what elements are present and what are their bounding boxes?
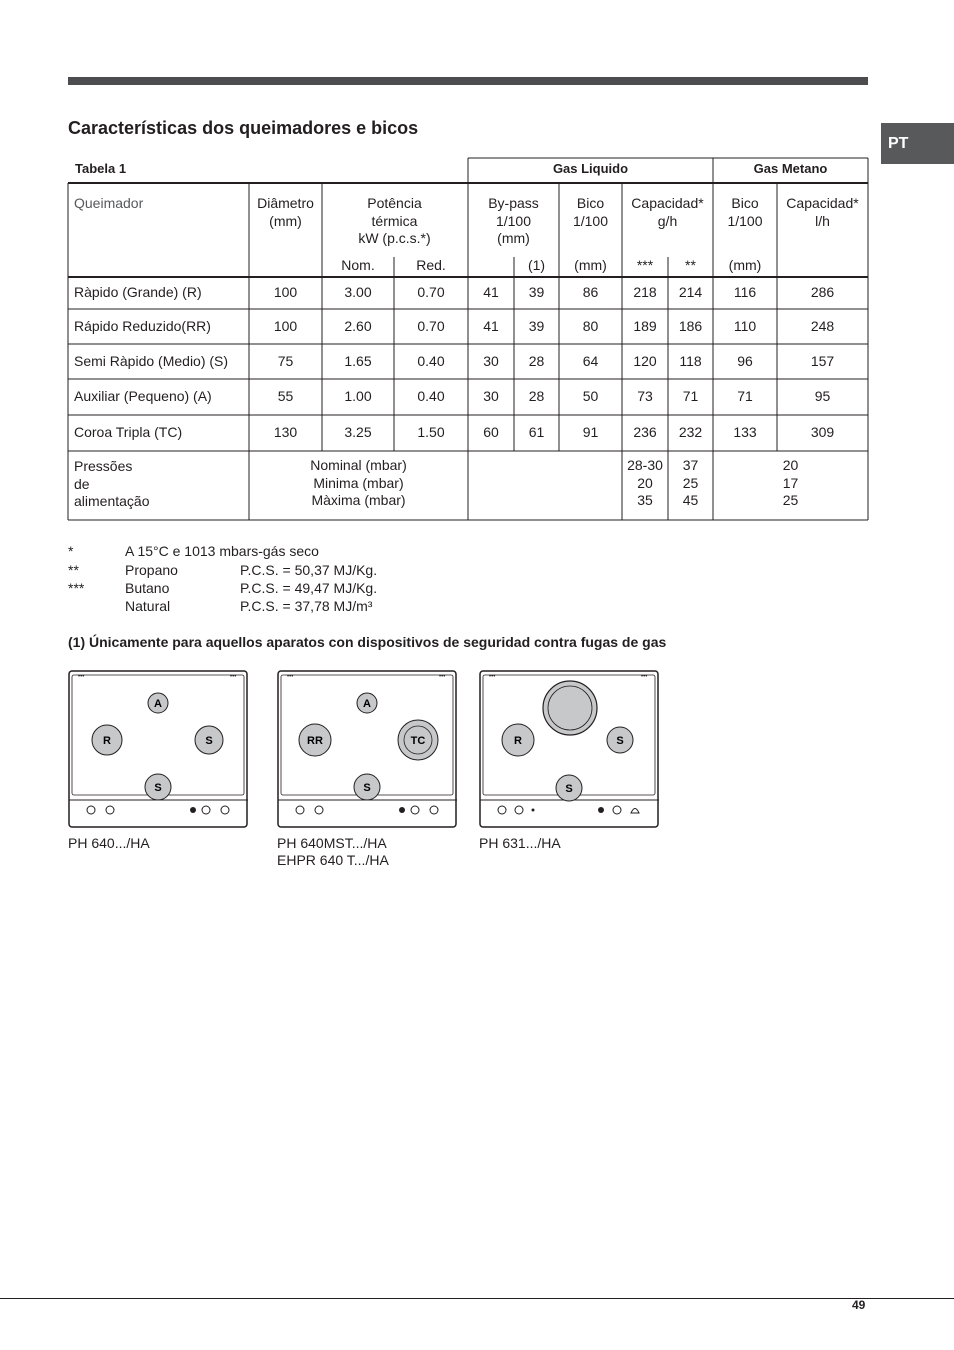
header-bico-metano-unit: (mm) <box>728 257 762 273</box>
header-diametro: Diâmetro (mm) <box>257 195 314 229</box>
header-bypass: By-pass 1/100 (mm) <box>488 195 539 246</box>
pressure-butano: 28-30 20 35 <box>627 457 663 508</box>
table-cell: 133 <box>733 424 757 441</box>
table-cell: 55 <box>277 388 294 405</box>
table-cell: 3.00 <box>344 284 372 301</box>
table-cell: 2.60 <box>344 317 372 334</box>
burner-label: S <box>154 782 162 794</box>
table-cell: 91 <box>582 424 599 441</box>
hob-diagram-ph640mst <box>277 670 458 828</box>
table-cell: 73 <box>637 388 653 405</box>
header-cap-propano: ** <box>685 257 696 273</box>
svg-text:•••: ••• <box>641 674 648 680</box>
table-cell: 95 <box>814 388 831 405</box>
header-red: Red. <box>416 257 446 273</box>
table-cell: 71 <box>682 388 699 405</box>
table-cell: 60 <box>483 424 499 441</box>
language-tab: PT <box>881 123 954 164</box>
footnote-text: Natural <box>125 598 171 614</box>
burner-label: S <box>565 783 573 795</box>
svg-text:•••: ••• <box>78 674 85 680</box>
table-cell: 286 <box>810 284 835 301</box>
table-cell: 248 <box>810 317 835 334</box>
header-rule <box>68 77 868 85</box>
row-burner-name: Ràpido (Grande) (R) <box>74 284 202 301</box>
pressure-natural: 20 17 25 <box>782 457 799 508</box>
pressure-propano: 37 25 45 <box>682 457 699 508</box>
table-cell: 41 <box>483 284 499 301</box>
row-burner-name: Semi Ràpido (Medio) (S) <box>74 352 229 369</box>
table-cell: 120 <box>633 352 657 369</box>
table-cell: 100 <box>273 317 298 334</box>
hob-caption: PH 640MST.../HA EHPR 640 T.../HA <box>277 835 389 868</box>
table-cell: 309 <box>810 424 835 441</box>
page-number: 49 <box>852 1298 866 1312</box>
header-potencia: Potência térmica kW (p.c.s.*) <box>358 195 431 246</box>
table-cell: 80 <box>582 317 599 334</box>
header-cap-butano: *** <box>636 257 654 273</box>
table-cell: 30 <box>483 352 499 369</box>
footer-rule <box>0 1298 954 1299</box>
table-cell: 100 <box>273 284 298 301</box>
table-cell: 30 <box>483 388 499 405</box>
table-cell: 3.25 <box>344 424 372 441</box>
row-burner-name: Rápido Reduzido(RR) <box>74 317 211 334</box>
header-queimador: Queimador <box>74 195 144 211</box>
table-cell: 116 <box>733 284 757 301</box>
table-cell: 118 <box>679 352 702 369</box>
pressure-label: Pressões de alimentação <box>74 458 150 509</box>
header-nom: Nom. <box>341 257 375 273</box>
table-cell: 0.40 <box>417 388 445 405</box>
burner-label: A <box>363 698 371 710</box>
hob-diagram-ph640 <box>68 670 249 828</box>
header-capacidad-metano: Capacidad* l/h <box>786 195 859 229</box>
table-cell: 110 <box>733 317 757 334</box>
burner-label: RR <box>307 735 323 747</box>
header-bico-gpl: Bico 1/100 <box>572 195 609 229</box>
footnote-text: Propano <box>125 562 178 578</box>
table-label: Tabela 1 <box>75 161 127 176</box>
burner-label: R <box>514 735 522 747</box>
table-cell: 71 <box>737 388 753 405</box>
table-cell: 218 <box>633 284 657 301</box>
table-cell: 186 <box>678 317 703 334</box>
page-title: Características dos queimadores e bicos <box>68 118 419 138</box>
table-cell: 189 <box>633 317 657 334</box>
table-cell: 232 <box>678 424 703 441</box>
table-cell: 39 <box>528 317 545 334</box>
table-cell: 96 <box>737 352 753 369</box>
group-gas-metano: Gas Metano <box>753 161 828 176</box>
table-cell: 1.50 <box>417 424 445 441</box>
burner-label: S <box>205 735 213 747</box>
hob-caption: PH 631.../HA <box>479 835 561 851</box>
table-cell: 0.40 <box>417 352 445 369</box>
table-cell: 28 <box>528 388 545 405</box>
footnote-text: A 15°C e 1013 mbars-gás seco <box>125 543 319 559</box>
burner-label: S <box>363 782 371 794</box>
footnote-pcs: P.C.S. = 49,47 MJ/Kg. <box>240 580 378 596</box>
table-cell: 75 <box>277 352 294 369</box>
svg-text:•••: ••• <box>489 674 496 680</box>
burner-label: S <box>616 735 624 747</box>
header-bico-gpl-unit: (mm) <box>574 257 607 273</box>
header-bico-metano: Bico 1/100 <box>727 195 763 229</box>
table-cell: 86 <box>582 284 599 301</box>
svg-text:•••: ••• <box>287 674 294 680</box>
row-burner-name: Coroa Tripla (TC) <box>74 424 183 441</box>
table-cell: 39 <box>528 284 545 301</box>
hob-caption: PH 640.../HA <box>68 835 150 851</box>
table-cell: 0.70 <box>417 284 445 301</box>
hob-diagram-ph631 <box>479 670 660 828</box>
table-cell: 214 <box>678 284 703 301</box>
burner-label: TC <box>410 735 426 747</box>
table-cell: 28 <box>528 352 545 369</box>
table-cell: 50 <box>582 388 599 405</box>
footnote-mark: * <box>68 543 74 559</box>
footnote-pcs: P.C.S. = 37,78 MJ/m³ <box>240 598 373 614</box>
safety-note: (1) Únicamente para aquellos aparatos con dispositivos de seguridad contra fugas de gas <box>68 634 667 650</box>
table-cell: 130 <box>273 424 298 441</box>
footnote-text: Butano <box>125 580 170 596</box>
footnote-pcs: P.C.S. = 50,37 MJ/Kg. <box>240 562 378 578</box>
table-cell: 61 <box>528 424 545 441</box>
svg-text:•••: ••• <box>439 674 446 680</box>
table-cell: 0.70 <box>417 317 445 334</box>
burner-label: R <box>103 735 111 747</box>
row-burner-name: Auxiliar (Pequeno) (A) <box>74 388 212 405</box>
table-cell: 157 <box>810 352 835 369</box>
table-cell: 64 <box>582 352 599 369</box>
header-bypass-note: (1) <box>527 257 546 273</box>
group-gas-liquido: Gas Liquido <box>552 161 629 176</box>
burner-label: A <box>154 698 162 710</box>
footnote-mark: ** <box>68 562 79 578</box>
header-capacidad-gpl: Capacidad* g/h <box>631 195 704 229</box>
svg-text:•••: ••• <box>230 674 237 680</box>
table-cell: 1.00 <box>344 388 372 405</box>
footnote-mark: *** <box>68 580 85 596</box>
pressure-kinds: Nominal (mbar) Minima (mbar) Màxima (mbar) <box>310 457 407 508</box>
table-cell: 41 <box>483 317 499 334</box>
table-cell: 1.65 <box>344 352 372 369</box>
table-cell: 236 <box>633 424 657 441</box>
